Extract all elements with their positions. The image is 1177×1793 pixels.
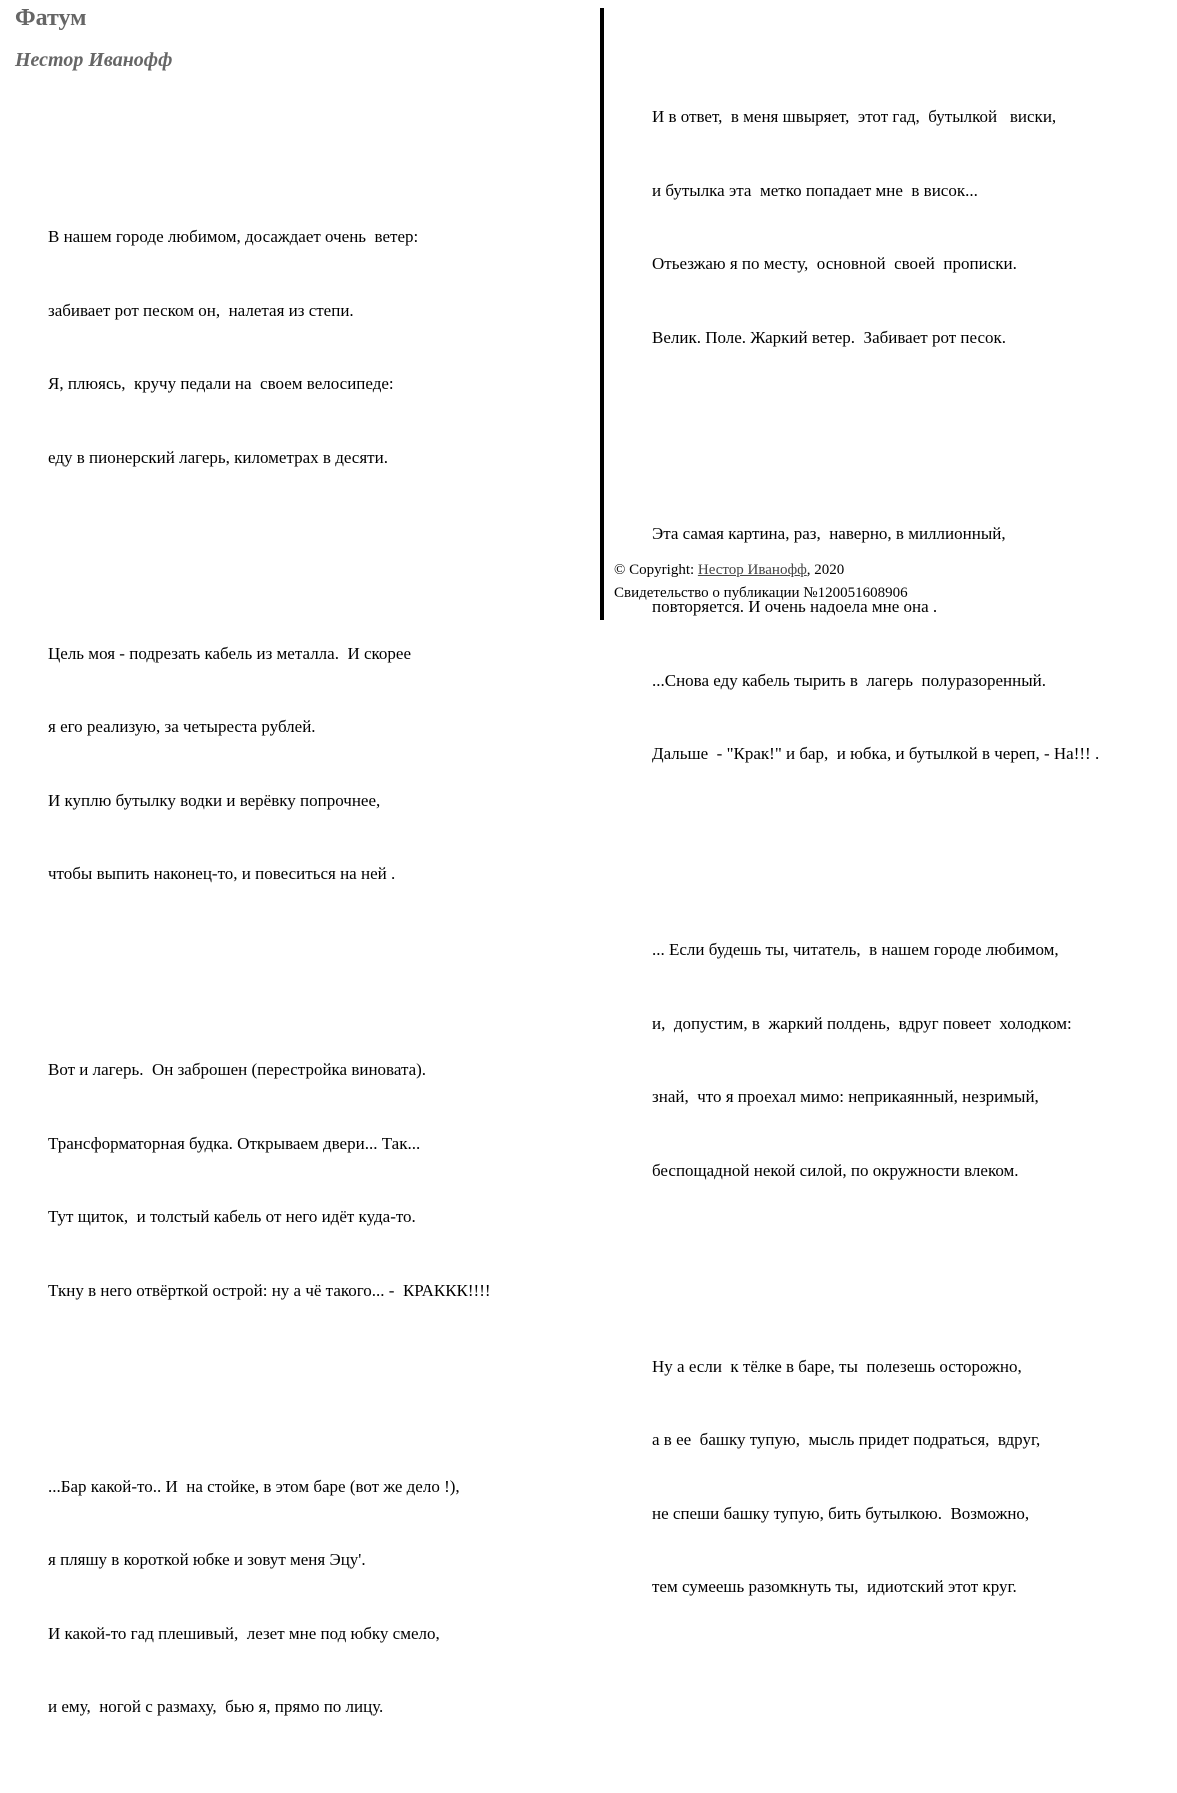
poem-line: Дальше - "Крак!" и бар, и юбка, и бутылкой в череп, - На!!! . (652, 744, 1100, 763)
poem-line: и ему, ногой с размаху, бью я, прямо по лицу. (48, 1697, 384, 1716)
poem-line: Ну а если к тёлке в баре, ты полезешь осторожно, (652, 1356, 1022, 1376)
poem-line: забивает рот песком он, налетая из степи. (48, 300, 354, 320)
stanza (48, 593, 491, 936)
stanza (48, 176, 491, 519)
poem-line: ... Если будешь ты, читатель, в нашем городе любимом, (652, 940, 1059, 959)
poem-line: Эта самая картина, раз, наверно, в миллионный, (652, 523, 1006, 543)
copyright-line (614, 559, 844, 581)
poem-line: тем сумеешь разомкнуть ты, идиотский этот круг. (652, 1577, 1017, 1596)
poem-line: И в ответ, в меня швыряет, этот гад, бутылкой виски, (652, 107, 1057, 126)
poem-line: И куплю бутылку водки и верёвку попрочнее, (48, 790, 381, 810)
stanza (652, 889, 1099, 1232)
poem-line: Цель моя - подрезать кабель из металла. И скорее (48, 643, 412, 663)
left-column (48, 127, 491, 1793)
poem-line: знай, что я проехал мимо: неприкаянный, незримый, (652, 1087, 1039, 1106)
author-link[interactable]: Нестор Иванофф (697, 562, 807, 578)
poem-line: повторяется. И очень надоела мне она . (652, 597, 938, 616)
poem-title: Фатум (15, 5, 87, 31)
poem-line: Ткну в него отвёрткой острой: ну а чё такого... - КРАККК!!!! (48, 1280, 491, 1300)
poem-line: Вот и лагерь. Он заброшен (перестройка виновата). (48, 1060, 427, 1079)
poem-line: В нашем городе любимом, досаждает очень ветер: (48, 227, 419, 246)
poem-line: ...Бар какой-то.. И на стойке, в этом баре (вот же дело !), (48, 1476, 460, 1496)
poem-line: и бутылка эта метко попадает мне в висок... (652, 180, 978, 200)
poem-line: и, допустим, в жаркий полдень, вдруг повеет холодком: (652, 1013, 1072, 1033)
stanza (48, 1426, 491, 1769)
poem-line: еду в пионерский лагерь, километрах в десяти. (48, 447, 388, 467)
poem-line: ...Снова еду кабель тырить в лагерь полуразоренный. (652, 670, 1047, 690)
poem-line: И какой-то гад плешивый, лезет мне под юбку смело, (48, 1623, 440, 1643)
right-column (652, 7, 1099, 1673)
stanza (652, 473, 1099, 816)
stanza (652, 56, 1099, 399)
poem-line: Отьезжаю я по месту, основной своей прописки. (652, 254, 1017, 273)
poem-line: а в ее башку тупую, мысль придет подраться, вдруг, (652, 1430, 1041, 1449)
poem-line: Я, плюясь, кручу педали на своем велосипеде: (48, 374, 394, 393)
poem-line: я его реализую, за четыреста рублей. (48, 717, 316, 736)
poem-line: я пляшу в короткой юбке и зовут меня Эцу'. (48, 1550, 366, 1569)
poem-line: Велик. Поле. Жаркий ветер. Забивает рот песок. (652, 327, 1007, 347)
poem-line: Тут щиток, и толстый кабель от него идёт куда-то. (48, 1207, 416, 1226)
poem-line: беспощадной некой силой, по окружности влеком. (652, 1160, 1019, 1180)
publication-certificate: Свидетельство о публикации №120051608906 (614, 585, 908, 601)
stanza (48, 1009, 491, 1352)
poem-author: Нестор Иванофф (15, 49, 173, 71)
poem-line: не спеши башку тупую, бить бутылкою. Возможно, (652, 1503, 1030, 1523)
poem-line: чтобы выпить наконец-то, и повеситься на ней . (48, 864, 396, 883)
stanza (652, 1306, 1099, 1649)
column-divider (600, 8, 604, 620)
copyright-year: , 2020 (806, 562, 845, 578)
copyright-prefix: © Copyright: (614, 562, 698, 578)
poem-line: Трансформаторная будка. Открываем двери... Так... (48, 1133, 421, 1153)
